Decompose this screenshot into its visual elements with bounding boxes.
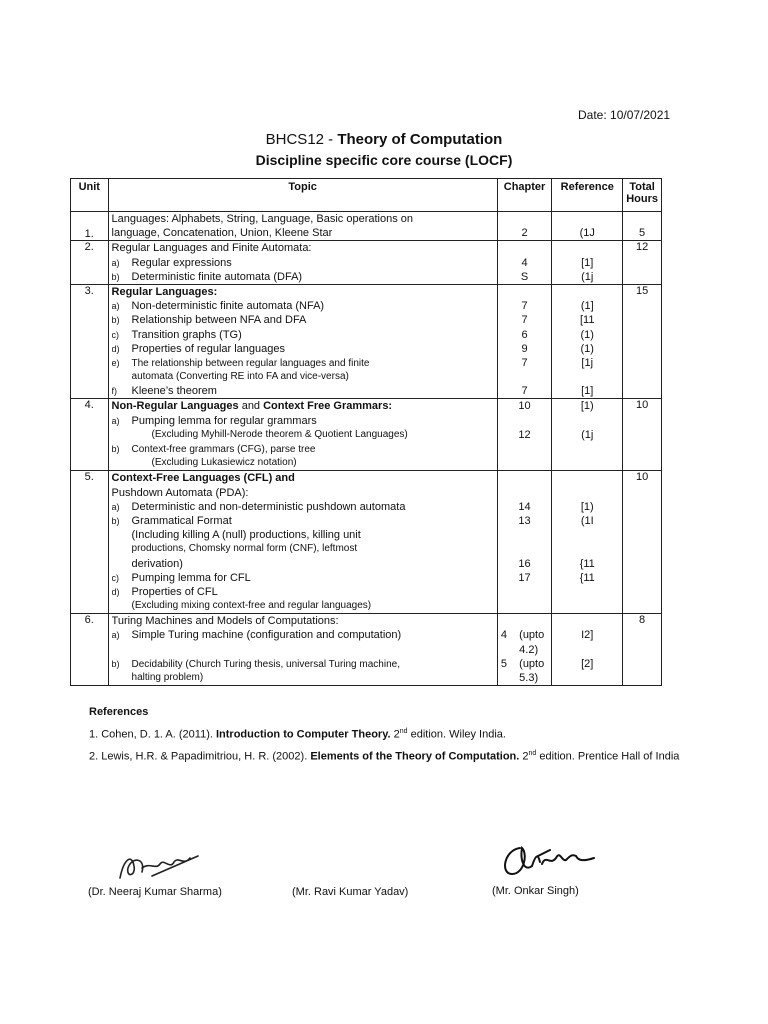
topic-cell: Regular Languages: a) Non-deterministic finite automata (NFA) b) Relationship between NFA and DFA c) Transition graphs (TG) d) Properties of regular languages e) The relationship between regular languages and finite automata (Converting RE into FA and vice-versa) f) Kleene’s theorem	[108, 284, 497, 399]
hours-cell: 5	[623, 212, 662, 241]
chapter-cell: 2	[497, 212, 551, 241]
topic-cell: Context-Free Languages (CFL) and Pushdown Automata (PDA): a) Deterministic and non-deterministic pushdown automata b) Grammatical Format (Including killing A (null) productions, killing unit productions, Chomsky normal form (CNF), leftmost derivation) c) Pumping lemma for CFL d) Properties of CFL (Excluding mixing context-free and regular languages)	[108, 471, 497, 614]
table-row	[71, 471, 662, 614]
course-code: BHCS12 -	[265, 131, 338, 148]
header-reference: Reference	[552, 179, 623, 212]
references-section	[89, 706, 679, 771]
table-row	[71, 212, 662, 241]
hours-cell: 15	[623, 284, 662, 399]
signatory-name: (Mr. Onkar Singh)	[492, 885, 579, 897]
table-row	[71, 284, 662, 399]
unit-number: 2.	[71, 241, 109, 285]
table-row	[71, 241, 662, 285]
signature-onkar-singh	[498, 840, 598, 882]
unit-number: 3.	[71, 284, 109, 399]
signatory-name: (Mr. Ravi Kumar Yadav)	[292, 886, 409, 898]
unit-number: 4.	[71, 399, 109, 471]
table-row	[71, 399, 662, 471]
reference-item: 2. Lewis, H.R. & Papadimitriou, H. R. (2002). Elements of the Theory of Computation. 2nd edition. Prentice Hall of India	[89, 749, 680, 763]
topic-cell: Regular Languages and Finite Automata: a) Regular expressions b) Deterministic finite automata (DFA)	[108, 241, 497, 285]
reference-cell: I2] [2]	[552, 614, 623, 686]
header-chapter: Chapter	[497, 179, 551, 212]
chapter-cell: 4 (upto 4.2) 5 (upto 5.3)	[497, 614, 551, 686]
header-total-hours: Total Hours	[623, 179, 662, 212]
hours-cell: 12	[623, 241, 662, 285]
course-subtitle: Discipline specific core course (LOCF)	[255, 152, 513, 168]
reference-cell: [1] (1j	[552, 241, 623, 285]
reference-cell: (1J	[552, 212, 623, 241]
hours-cell: 8	[623, 614, 662, 686]
document-date: Date: 10/07/2021	[578, 108, 671, 122]
hours-cell: 10	[623, 471, 662, 614]
signatory-name: (Dr. Neeraj Kumar Sharma)	[88, 886, 222, 898]
topic-cell: Non-Regular Languages and Context Free Grammars: a) Pumping lemma for regular grammars (Excluding Myhill-Nerode theorem & Quotient Languages) b) Context-free grammars (CFG), parse tree (Excluding Lukasiewicz notation)	[108, 399, 497, 471]
header-unit: Unit	[71, 179, 109, 212]
topic-cell: Languages: Alphabets, String, Language, Basic operations on language, Concatenation, Union, Kleene Star	[108, 212, 497, 241]
chapter-cell: 14 13 16 17	[497, 471, 551, 614]
unit-number: 6.	[71, 614, 109, 686]
reference-cell: [1) (1j	[552, 399, 623, 471]
course-title	[0, 131, 768, 148]
header-topic: Topic	[108, 179, 497, 212]
chapter-cell: 7 7 6 9 7 7	[497, 284, 551, 399]
signature-neeraj-sharma	[112, 848, 202, 884]
course-name: Theory of Computation	[337, 131, 503, 148]
reference-item: 1. Cohen, D. 1. A. (2011). Introduction to Computer Theory. 2nd edition. Wiley India.	[89, 728, 506, 741]
hours-cell: 10	[623, 399, 662, 471]
table-row	[71, 614, 662, 686]
chapter-cell: 4 S	[497, 241, 551, 285]
unit-number: 1.	[71, 212, 109, 241]
reference-cell: (1] [11 (1) (1) [1j [1]	[552, 284, 623, 399]
unit-number: 5.	[71, 471, 109, 614]
references-heading: References	[89, 706, 149, 718]
reference-cell: [1) (1I {11 {11	[552, 471, 623, 614]
syllabus-table	[70, 178, 662, 686]
table-header-row	[71, 179, 662, 212]
chapter-cell: 10 12	[497, 399, 551, 471]
topic-cell: Turing Machines and Models of Computations: a) Simple Turing machine (configuration and computation) b) Decidability (Church Turing thesis, universal Turing machine, halting problem)	[108, 614, 497, 686]
